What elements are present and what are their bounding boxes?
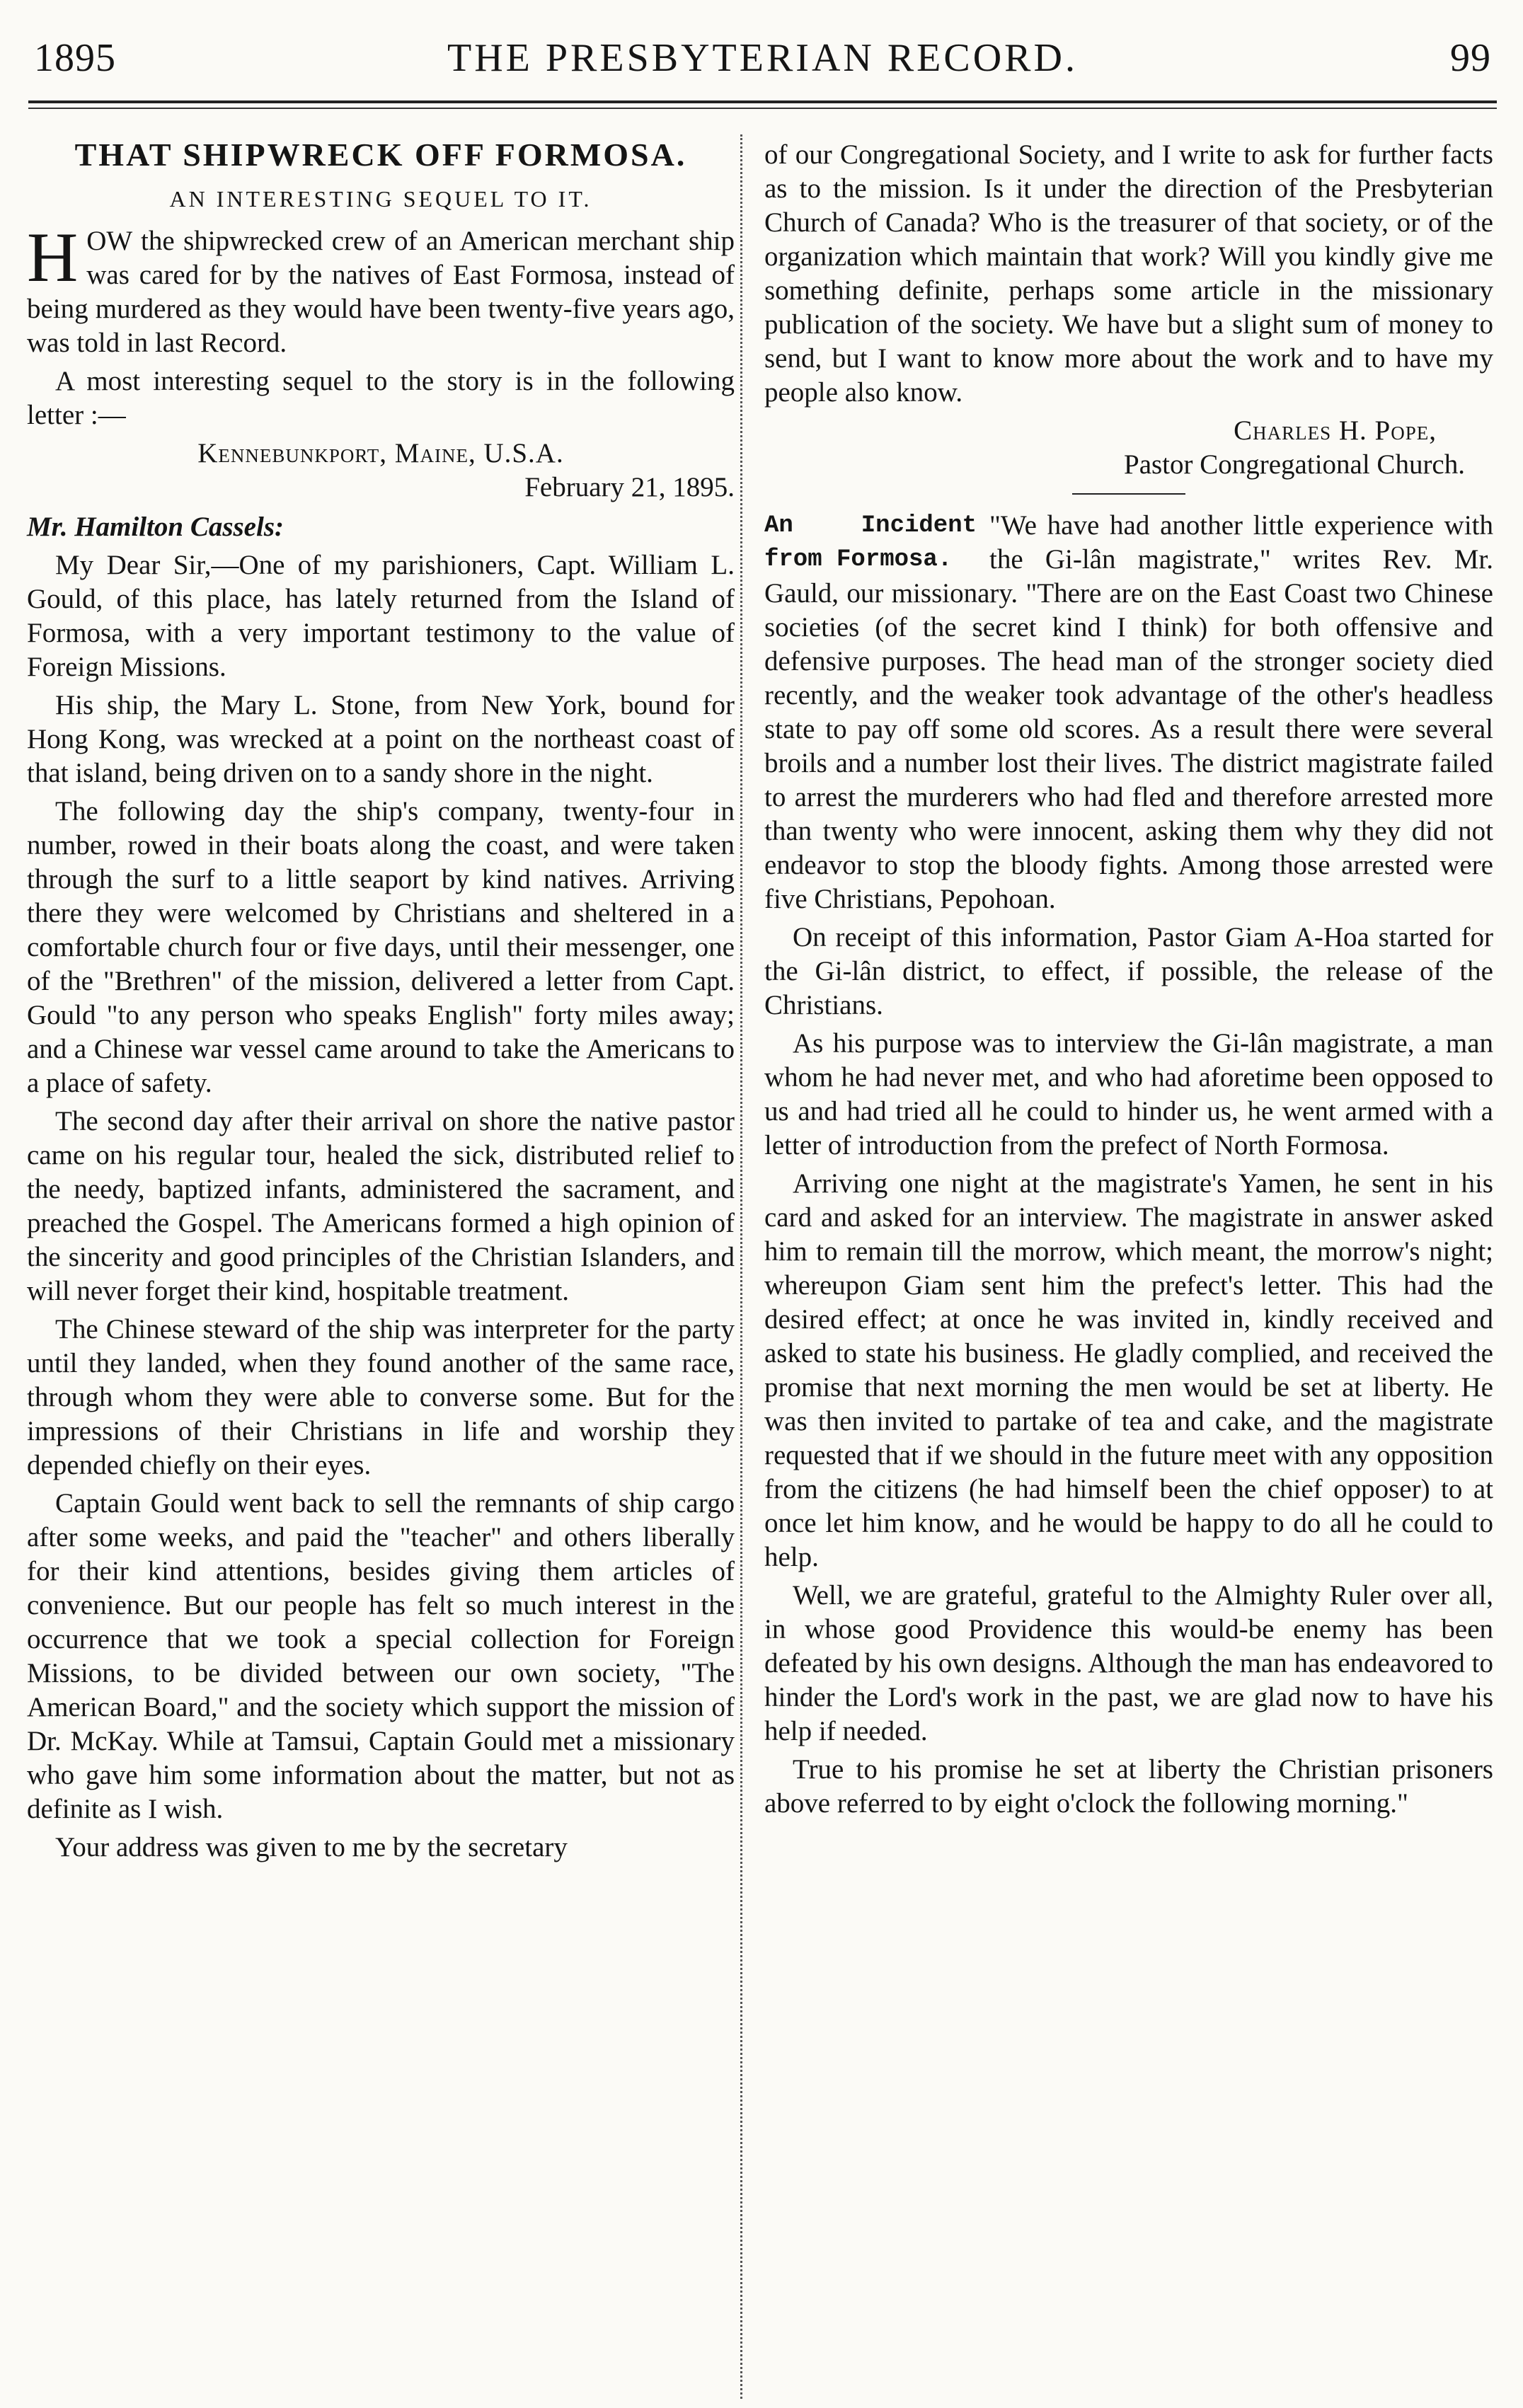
letter-date: February 21, 1895.	[524, 472, 735, 502]
publication-title: THE PRESBYTERIAN RECORD.	[447, 36, 1078, 80]
page-header	[28, 16, 1497, 103]
right-column	[764, 138, 1493, 1825]
left-column	[27, 138, 735, 1869]
letter-paragraph: Captain Gould went back to sell the remnants of ship cargo after some weeks, and paid the "teacher" and others liberally for their kind attentions, besides giving them articles of convenience. But our people has felt so much interest in the occurrence that we took a special collection for Foreign Missions, to be divided between our own society, "The American Board," and the society which support the mission of Dr. McKay. While at Tamsui, Captain Gould met a missionary who gave him some information about the matter, but not as definite as I wish.	[27, 1488, 735, 1824]
incident-paragraph: On receipt of this information, Pastor Giam A-Hoa started for the Gi-lân district, to effect, if possible, the release of the Christians.	[764, 922, 1493, 1020]
intro-paragraph-2: A most interesting sequel to the story is in the following letter :—	[27, 366, 735, 430]
column-divider	[740, 134, 742, 2399]
drop-cap: H	[27, 218, 79, 296]
incident-paragraph: Well, we are grateful, grateful to the Almighty Ruler over all, in whose good Providence this would-be enemy has been defeated by his own designs. Although the man has endeavored to hinder the Lord's work in the past, we are glad now to have his help if needed.	[764, 1580, 1494, 1746]
letter-paragraph: The following day the ship's company, twenty-four in number, rowed in their boats along the coast, and were taken through the surf to a little seaport by kind natives. Arriving there they were welcomed by Christians and sheltered in a comfortable church four or five days, until their messenger, one of the "Brethren" of the mission, delivered a letter from Capt. Gould "to any person who speaks English" forty miles away; and a Chinese war vessel came around to take the Americans to a place of safety.	[27, 796, 735, 1098]
article-title: THAT SHIPWRECK OFF FORMOSA.	[74, 137, 687, 173]
letter-paragraph: Your address was given to me by the secretary	[55, 1832, 568, 1862]
letter-paragraph: The Chinese steward of the ship was interpreter for the party until they landed, when they found another of the same race, through whom they were able to converse some. But for the impressions of their Christians in life and worship they depended chiefly on their eyes.	[27, 1314, 735, 1480]
letter-place: Kennebunkport, Maine, U.S.A.	[197, 438, 564, 468]
page-number: 99	[1450, 36, 1491, 80]
letter-continuation: of our Congregational Society, and I write to ask for further facts as to the mission. Is it under the direction of the Presbyterian Church of Canada? Who is the treasurer of that society, or of the organization which maintain that work? Will you kindly give me something definite, perhaps some article in the missionary publication of the society. We have but a slight sum of money to send, but I want to know more about the work and to have my people also know.	[764, 139, 1493, 408]
incident-text: "We have had another little experience with the Gi-lân magistrate," writes Rev. Mr. Gauld, our missionary. "There are on the East Coast two Chinese societies (of the secret kind I think) for both offensive and defensive purposes. The head man of the stronger society died recently, and the weaker took advantage of the other's headless state to pay off some old scores. As a result there were several broils and a number lost their lives. The district magistrate failed to arrest the murderers who had fled and therefore arrested more than twenty who were innocent, asking them why they did not endeavor to stop the bloody fights. Among those arrested were five Christians, Pepohoan.	[764, 510, 1493, 914]
article-separator	[1072, 493, 1185, 495]
letter-paragraph: My Dear Sir,—One of my parishioners, Capt. William L. Gould, of this place, has lately returned from the Island of Formosa, with a very important testimony to the value of Foreign Missions.	[27, 550, 735, 682]
letter-paragraph: His ship, the Mary L. Stone, from New York, bound for Hong Kong, was wrecked at a point on the northeast coast of that island, being driven on to a sandy shore in the night.	[27, 690, 735, 788]
incident-paragraph: Arriving one night at the magistrate's Yamen, he sent in his card and asked for an interview. The magistrate in answer asked him to remain till the morrow, which meant, the morrow's night; whereupon Giam sent him the prefect's letter. This had the desired effect; at once he was invited in, kindly received and asked to state his business. He gladly complied, and received the promise that next morning the men would be set at liberty. He was then invited to partake of tea and cake, and the magistrate requested that if we should in the future meet with any opposition from the citizens (he had himself been the chief opposer) to at once let him know, and he would be happy to do all he could to help.	[764, 1168, 1493, 1572]
header-rule	[28, 108, 1497, 109]
letter-salutation: Mr. Hamilton Cassels:	[27, 512, 284, 542]
letter-paragraph: The second day after their arrival on shore the native pastor came on his regular tour, healed the sick, distributed relief to the needy, baptized infants, administered the sacrament, and preached the Gospel. The Americans formed a high opinion of the sincerity and good principles of the Christian Islanders, and will never forget their kind, hospitable treatment.	[27, 1106, 735, 1306]
signature-title: Pastor Congregational Church.	[1124, 449, 1465, 480]
intro-text: OW the shipwrecked crew of an American merchant ship was cared for by the natives of East Formosa, instead of being murdered as they would have been twenty-five years ago, was told in last Record.	[27, 226, 735, 358]
intro-paragraph	[27, 218, 735, 360]
incident-paragraph	[764, 509, 1493, 916]
article-subtitle: AN INTERESTING SEQUEL TO IT.	[169, 186, 592, 212]
incident-paragraph: True to his promise he set at liberty the Christian prisoners above referred to by eight o'clock the following morning."	[764, 1754, 1493, 1819]
article-sidehead: An Incident from Formosa.	[764, 512, 977, 573]
incident-paragraph: As his purpose was to interview the Gi-lân magistrate, a man whom he had never met, and who had aforetime been opposed to us and had tried all he could to hinder us, he went armed with a letter of introduction from the prefect of North Formosa.	[764, 1028, 1493, 1160]
header-year: 1895	[34, 36, 116, 80]
signature-name: Charles H. Pope,	[1234, 415, 1437, 446]
